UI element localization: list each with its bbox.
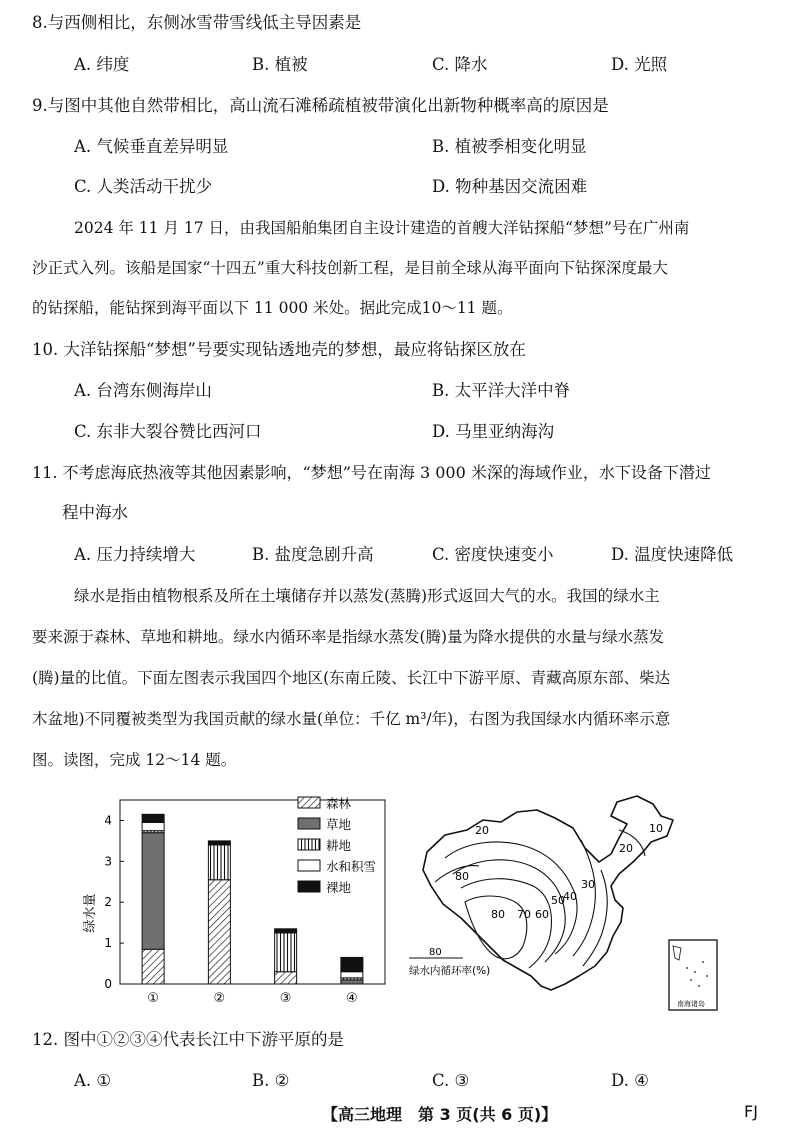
q8-option-b: B. 植被 bbox=[252, 55, 308, 74]
q9-option-a: A. 气候垂直差异明显 bbox=[74, 137, 229, 156]
q12-option-c: C. ③ bbox=[432, 1071, 470, 1090]
bar-segment bbox=[341, 957, 363, 971]
passage2-line-2: 要来源于森林、草地和耕地。绿水内循环率是指绿水蒸发(腾)量为降水提供的水量与绿水蒸发 bbox=[32, 628, 665, 646]
y-axis-label: 绿水量 bbox=[83, 893, 98, 933]
legend-label: 水和积雪 bbox=[326, 859, 377, 874]
passage2-line-1: 绿水是指由植物根系及所在土壤储存并以蒸发(蒸腾)形式返回大气的水。我国的绿水主 bbox=[74, 587, 660, 605]
q8-option-a: A. 纬度 bbox=[74, 55, 130, 74]
legend-label: 裸地 bbox=[326, 880, 352, 895]
legend-swatch bbox=[298, 860, 320, 871]
x-category-label: ② bbox=[213, 991, 226, 1006]
x-category-label: ④ bbox=[346, 991, 358, 1006]
green-water-cycle-map bbox=[405, 790, 725, 1015]
bar-segment bbox=[341, 980, 363, 984]
inset-label: 南海诸岛 bbox=[677, 1000, 705, 1008]
passage1-line-1: 2024 年 11 月 17 日，由我国船舶集团自主设计建造的首艘大洋钻探船“梦想”号在广州南 bbox=[74, 219, 690, 237]
passage1-line-2: 沙正式入列。该船是国家“十四五”重大科技创新工程，是目前全球从海平面向下钻探深度最大 bbox=[32, 259, 668, 277]
contour-label: 60 bbox=[535, 908, 549, 921]
q8-option-c: C. 降水 bbox=[432, 55, 488, 74]
contour-label: 50 bbox=[551, 894, 565, 907]
legend-label: 森林 bbox=[326, 796, 352, 811]
q11-option-b: B. 盐度急剧升高 bbox=[252, 545, 374, 564]
q12-option-d: D. ④ bbox=[611, 1071, 649, 1090]
bar-segment bbox=[142, 949, 164, 984]
passage1-line-3: 的钻探船，能钻探到海平面以下 11 000 米处。据此完成10～11 题。 bbox=[32, 299, 513, 317]
bar-segment bbox=[275, 972, 297, 984]
passage2-line-4: 木盆地)不同覆被类型为我国贡献的绿水量(单位：千亿 m³/年)，右图为我国绿水内循环率示意 bbox=[32, 710, 671, 728]
contour-label: 80 bbox=[455, 870, 469, 883]
q10-option-c: C. 东非大裂谷赞比西河口 bbox=[74, 422, 262, 441]
legend-swatch bbox=[298, 881, 320, 892]
x-category-label: ③ bbox=[279, 991, 292, 1006]
green-water-bar-chart bbox=[80, 795, 400, 1015]
passage2-line-5: 图。读图，完成 12～14 题。 bbox=[32, 751, 237, 769]
legend-swatch bbox=[298, 818, 320, 829]
q9-option-d: D. 物种基因交流困难 bbox=[432, 177, 588, 196]
bar-segment bbox=[208, 841, 230, 845]
contour-label: 40 bbox=[563, 890, 577, 903]
q11-option-a: A. 压力持续增大 bbox=[74, 545, 196, 564]
contour-label: 20 bbox=[475, 824, 489, 837]
contour-label: 30 bbox=[581, 878, 595, 891]
contour-label: 80 bbox=[491, 908, 505, 921]
country-outline bbox=[423, 796, 673, 990]
q8-option-d: D. 光照 bbox=[611, 55, 668, 74]
q9-option-b: B. 植被季相变化明显 bbox=[432, 137, 587, 156]
y-tick-label: 0 bbox=[104, 977, 112, 991]
contour-label: 20 bbox=[619, 842, 633, 855]
contour-label: 70 bbox=[517, 908, 531, 921]
footer-code: FJ bbox=[744, 1102, 758, 1121]
bar-segment bbox=[208, 880, 230, 984]
passage2-line-3: (腾)量的比值。下面左图表示我国四个地区(东南丘陵、长江中下游平原、青藏高原东部、柴达 bbox=[32, 669, 671, 687]
footer-page-info: 【高三地理 第 3 页(共 6 页)】 bbox=[322, 1105, 558, 1124]
legend-label: 草地 bbox=[326, 817, 352, 832]
q10-option-b: B. 太平洋大洋中脊 bbox=[432, 381, 571, 400]
q11-option-d: D. 温度快速降低 bbox=[611, 545, 734, 564]
bar-segment bbox=[142, 822, 164, 830]
q12-stem: 12. 图中①②③④代表长江中下游平原的是 bbox=[32, 1030, 344, 1049]
q11-stem-line-2: 程中海水 bbox=[62, 503, 128, 522]
q10-option-d: D. 马里亚纳海沟 bbox=[432, 422, 555, 441]
legend-label: 耕地 bbox=[326, 838, 352, 853]
map-legend-text: 绿水内循环率(%) bbox=[409, 965, 491, 977]
bar-segment bbox=[142, 814, 164, 822]
q9-option-c: C. 人类活动干扰少 bbox=[74, 177, 213, 196]
q12-option-b: B. ② bbox=[252, 1071, 290, 1090]
bar-segment bbox=[275, 929, 297, 933]
y-tick-label: 3 bbox=[104, 854, 112, 869]
bar-segment bbox=[142, 833, 164, 950]
legend-swatch bbox=[298, 839, 320, 850]
q10-stem: 10. 大洋钻探船“梦想”号要实现钻透地壳的梦想，最应将钻探区放在 bbox=[32, 340, 526, 359]
contour-label: 10 bbox=[649, 822, 663, 835]
bar-segment bbox=[208, 845, 230, 880]
q8-stem: 8.与西侧相比，东侧冰雪带雪线低主导因素是 bbox=[32, 13, 362, 32]
x-category-label: ① bbox=[147, 991, 159, 1006]
bar-segment bbox=[341, 972, 363, 978]
q11-option-c: C. 密度快速变小 bbox=[432, 545, 554, 564]
y-tick-label: 4 bbox=[104, 813, 112, 828]
bar-segment bbox=[275, 933, 297, 972]
map-legend-value: 80 bbox=[429, 947, 442, 958]
legend-swatch bbox=[298, 797, 320, 808]
y-tick-label: 2 bbox=[104, 895, 112, 910]
q10-option-a: A. 台湾东侧海岸山 bbox=[74, 381, 212, 400]
q12-option-a: A. ① bbox=[74, 1071, 112, 1090]
q11-stem-line-1: 11. 不考虑海底热液等其他因素影响，“梦想”号在南海 3 000 米深的海域作业，水下设备下潜过 bbox=[32, 463, 711, 482]
q9-stem: 9.与图中其他自然带相比，高山流石滩稀疏植被带演化出新物种概率高的原因是 bbox=[32, 96, 609, 115]
y-tick-label: 1 bbox=[104, 936, 112, 951]
